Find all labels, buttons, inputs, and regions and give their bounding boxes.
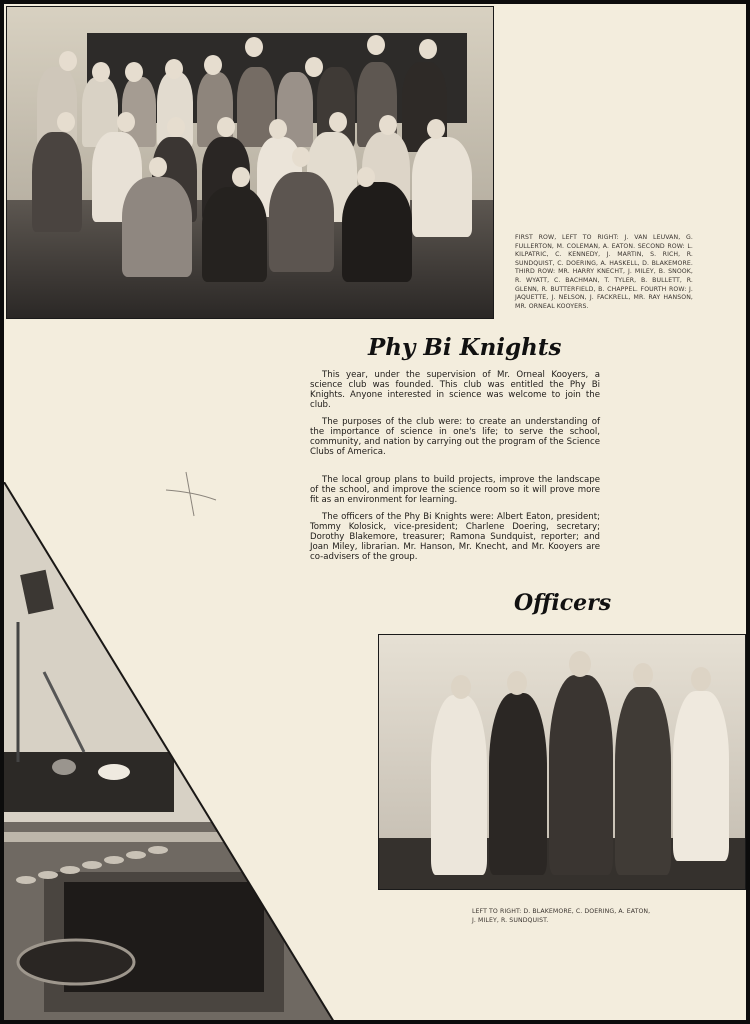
group-photo xyxy=(6,6,494,319)
officers-title: Officers xyxy=(514,590,612,616)
club-title: Phy Bi Knights xyxy=(368,334,562,361)
article-paragraph: The officers of the Phy Bi Knights were: Albert Eaton, president; Tommy Kolosick, vice-president; Charlene Doering, secretary; Dorothy Blakemore, treasurer; Ramona Sundquist, reporter; and Joan Miley, librarian. Mr. Hanson, Mr. Knecht, and Mr. Kooyers are co-advisers of the group. xyxy=(310,512,600,562)
article-paragraph: The local group plans to build projects, improve the landscape of the school, and improve the science room so it will prove more fit as an environment for learning. xyxy=(310,475,600,505)
article-paragraph: This year, under the supervision of Mr. Orneal Kooyers, a science club was founded. This club was entitled the Phy Bi Knights. Anyone interested in science was welcome to join the club. xyxy=(310,370,600,410)
officers-caption: LEFT TO RIGHT: D. BLAKEMORE, C. DOERING, A. EATON, J. MILEY, R. SUNDQUIST. xyxy=(472,908,651,924)
club-article xyxy=(310,370,600,569)
article-paragraph: The purposes of the club were: to create an understanding of the importance of science in one's life; to serve the school, community, and nation by carrying out the program of the Science Clubs of America. xyxy=(310,417,600,457)
group-photo-caption: FIRST ROW, LEFT TO RIGHT: J. VAN LEUVAN, G. FULLERTON, M. COLEMAN, A. EATON. SECOND ROW: L. KILPATRIC, C. KENNEDY, J. MARTIN, S. RICH, R. SUNDQUIST, C. DOERING, A. HASKELL, D. BLAKEMORE. THIRD ROW: MR. HARRY KNECHT, J. MILEY, B. SNOOK, R. WYATT, C. BACHMAN, T. TYLER, B. BULLETT, R. GLENN, R. BUTTERFIELD, B. CHAPPEL. FOURTH ROW: J. JAQUETTE, J. NELSON, J. FACKRELL, MR. RAY HANSON, MR. ORNEAL KOOYERS. xyxy=(515,234,693,310)
yearbook-page xyxy=(4,4,746,1020)
officers-photo xyxy=(378,634,746,890)
science-lab-photo xyxy=(4,482,334,1020)
